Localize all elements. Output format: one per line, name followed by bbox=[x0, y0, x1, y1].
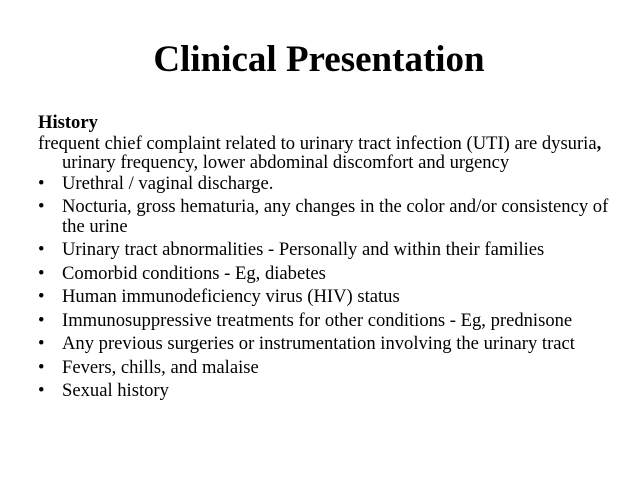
bullet-icon: • bbox=[38, 333, 45, 354]
bullet-icon: • bbox=[38, 262, 45, 284]
bullet-list bbox=[38, 174, 633, 401]
bullet-icon: • bbox=[38, 380, 45, 401]
bullet-text: Urinary tract abnormalities - Personally and within their families bbox=[62, 239, 545, 260]
bullet-text: Immunosuppressive treatments for other conditions - Eg, prednisone bbox=[62, 309, 573, 331]
bullet-text: Human immunodeficiency virus (HIV) status bbox=[62, 286, 400, 307]
section-heading-history: History bbox=[38, 112, 98, 133]
bullet-icon: • bbox=[38, 309, 45, 331]
bullet-text: Comorbid conditions - Eg, diabetes bbox=[62, 262, 326, 284]
bullet-icon: • bbox=[38, 196, 45, 217]
bullet-item bbox=[38, 334, 633, 354]
bullet-text: Urethral / vaginal discharge. bbox=[62, 172, 274, 194]
slide-content bbox=[38, 113, 633, 405]
intro-paragraph bbox=[38, 134, 633, 173]
bullet-text: Nocturia, gross hematuria, any changes in the color and/or consistency of the urine bbox=[62, 196, 609, 237]
intro-lead: frequent chief complaint related to urinary tract infection (UTI) are dysuria bbox=[38, 132, 597, 154]
bullet-item bbox=[38, 264, 633, 284]
bullet-text: Any previous surgeries or instrumentation involving the urinary tract bbox=[62, 333, 575, 354]
bullet-icon: • bbox=[38, 356, 45, 378]
bullet-item bbox=[38, 197, 633, 236]
bullet-icon: • bbox=[38, 286, 45, 307]
bullet-item bbox=[38, 311, 633, 331]
slide-title: Clinical Presentation bbox=[153, 39, 485, 80]
bullet-item bbox=[38, 358, 633, 378]
bullet-text: Sexual history bbox=[62, 380, 169, 401]
intro-rest: urinary frequency, lower abdominal discomfort and urgency bbox=[62, 152, 510, 173]
bullet-icon: • bbox=[38, 239, 45, 260]
bullet-text: Fevers, chills, and malaise bbox=[62, 356, 259, 378]
intro-comma: , bbox=[596, 132, 602, 154]
bullet-item bbox=[38, 381, 633, 401]
bullet-item bbox=[38, 174, 633, 194]
bullet-item bbox=[38, 240, 633, 260]
bullet-item bbox=[38, 287, 633, 307]
bullet-icon: • bbox=[38, 172, 45, 194]
